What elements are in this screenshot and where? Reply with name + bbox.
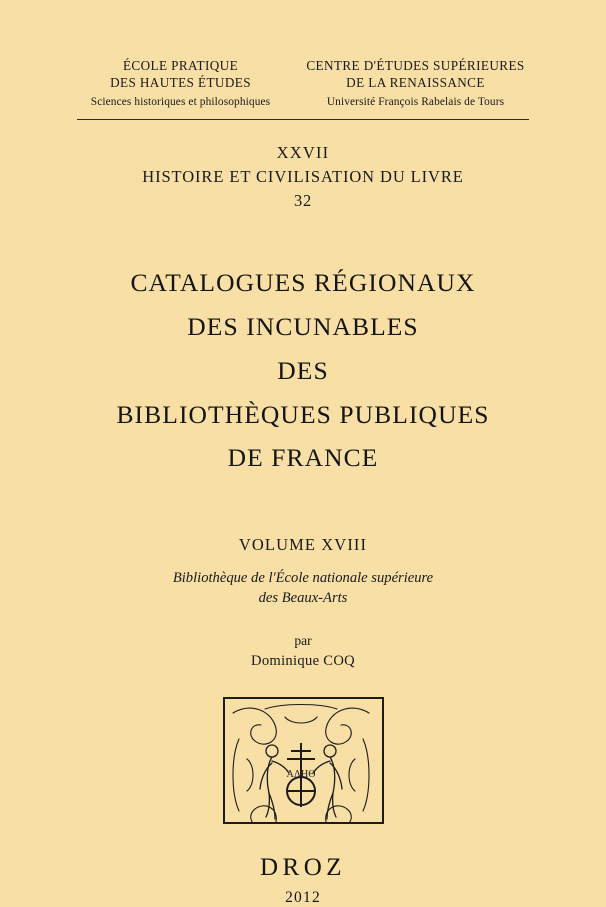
author-name: Dominique COQ xyxy=(250,653,356,670)
title-line-3: DES xyxy=(277,355,329,385)
series-volume-number: 32 xyxy=(293,191,313,210)
publication-year: 2012 xyxy=(285,889,321,906)
title-line-2: DES INCUNABLES xyxy=(187,311,419,341)
device-motto: ΑΛΗΘ xyxy=(286,769,315,781)
subtitle xyxy=(173,568,433,608)
institution-left-line1: ÉCOLE PRATIQUE xyxy=(122,58,239,73)
page-title xyxy=(116,261,489,480)
institution-right-subtitle: Université François Rabelais de Tours xyxy=(326,95,505,108)
series-block xyxy=(142,141,463,213)
horizontal-rule xyxy=(77,119,529,120)
title-line-1: CATALOGUES RÉGIONAUX xyxy=(130,267,476,297)
institution-left-subtitle: Sciences historiques et philosophiques xyxy=(90,95,271,108)
droz-printers-device-icon xyxy=(223,697,384,824)
device-artwork xyxy=(225,699,377,824)
series-number: XXVII xyxy=(276,143,330,163)
series-title: HISTOIRE ET CIVILISATION DU LIVRE xyxy=(142,167,464,187)
institution-left xyxy=(73,58,288,109)
title-line-5: DE FRANCE xyxy=(227,443,379,473)
institution-right-line2: DE LA RENAISSANCE xyxy=(346,74,485,90)
institution-right xyxy=(298,58,533,109)
by-label: par xyxy=(294,633,312,649)
volume-line: VOLUME XVIII xyxy=(238,535,368,555)
institutions-block xyxy=(73,58,533,109)
title-line-4: BIBLIOTHÈQUES PUBLIQUES xyxy=(116,399,490,429)
institution-right-line1: CENTRE D'ÉTUDES SUPÉRIEURES xyxy=(306,58,525,73)
subtitle-line-1: Bibliothèque de l'École nationale supérieure xyxy=(172,570,434,587)
publisher-name: DROZ xyxy=(259,854,347,881)
subtitle-line-2: des Beaux-Arts xyxy=(258,590,348,607)
institution-left-line2: DES HAUTES ÉTUDES xyxy=(110,74,251,90)
